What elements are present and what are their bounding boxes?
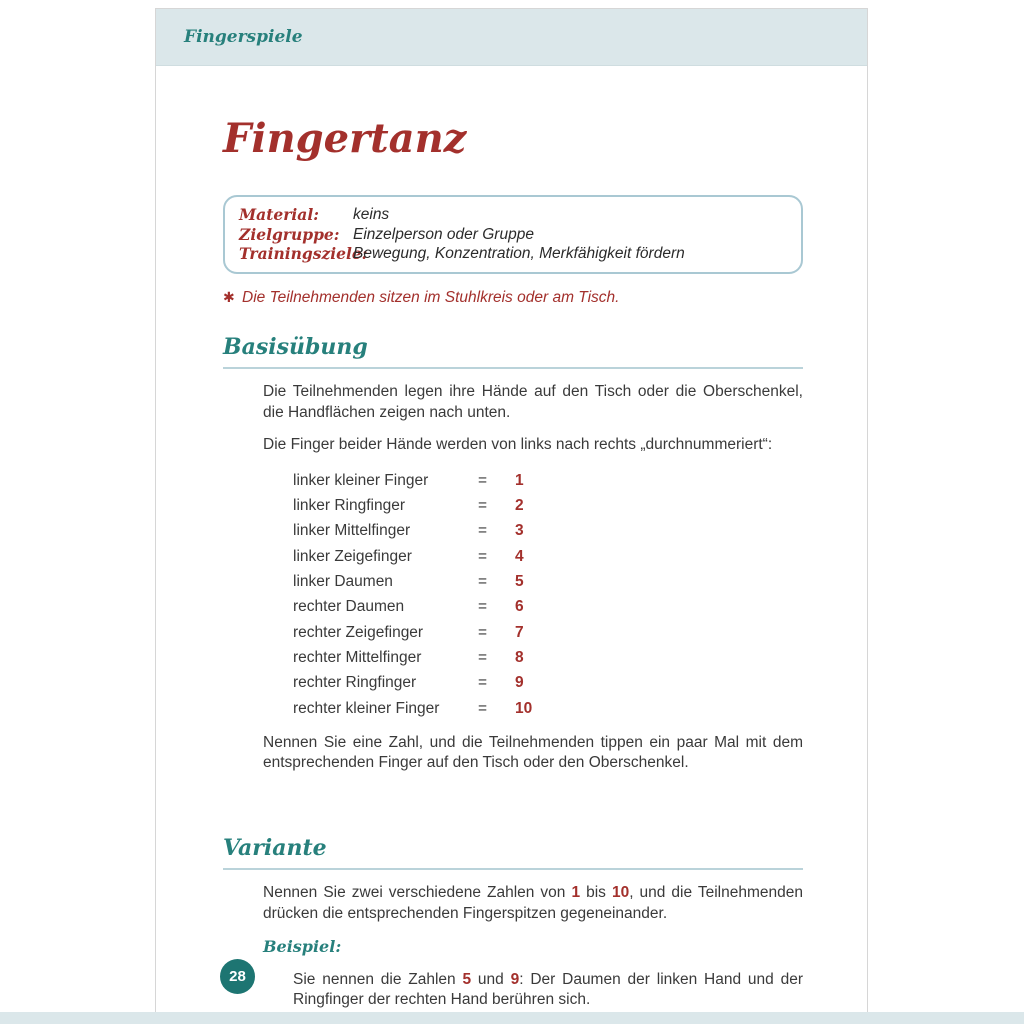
finger-name: linker Mittelfinger	[293, 522, 411, 540]
page-number: 28	[229, 968, 246, 985]
finger-row	[293, 569, 803, 594]
equals-sign: =	[478, 573, 488, 591]
info-label: Trainingsziele:	[239, 244, 368, 264]
finger-name: linker Zeigefinger	[293, 547, 412, 565]
text-run: und	[471, 970, 511, 988]
finger-name: linker Daumen	[293, 573, 393, 591]
variante-body	[263, 883, 803, 1011]
finger-row	[293, 696, 803, 721]
equals-sign: =	[478, 471, 488, 489]
finger-number: 9	[515, 674, 524, 692]
finger-row	[293, 645, 803, 670]
finger-name: rechter Zeigefinger	[293, 623, 424, 641]
spacer	[223, 786, 803, 808]
finger-name: rechter Daumen	[293, 598, 405, 616]
number-highlight: 1	[571, 884, 581, 902]
note-text: Die Teilnehmenden sitzen im Stuhlkreis oder am Tisch.	[242, 289, 620, 307]
finger-row	[293, 544, 803, 569]
number-highlight: 5	[462, 970, 472, 988]
beispiel-label: Beispiel:	[263, 937, 342, 957]
equals-sign: =	[478, 699, 488, 717]
footer-band	[0, 1012, 1024, 1024]
finger-number: 8	[515, 648, 524, 666]
page-content	[156, 116, 867, 1011]
finger-name: linker Ringfinger	[293, 497, 405, 515]
finger-row	[293, 620, 803, 645]
number-highlight: 10	[611, 884, 630, 902]
info-label: Material:	[239, 205, 319, 224]
equals-sign: =	[478, 648, 488, 666]
finger-number: 7	[515, 623, 524, 641]
info-box	[223, 195, 803, 274]
text-run: bis	[580, 884, 612, 902]
info-row-zielgruppe	[239, 225, 787, 245]
page-number-badge	[220, 959, 255, 994]
number-highlight: 9	[510, 970, 520, 988]
section-heading-basisuebung: Basisübung	[223, 334, 803, 369]
equals-sign: =	[478, 547, 488, 565]
equals-sign: =	[478, 497, 488, 515]
text-run: , und die Teilnehmenden drücken die entsprechenden Fingerspitzen gegeneinander.	[263, 884, 803, 922]
finger-number: 10	[515, 699, 533, 717]
chapter-title: Fingerspiele	[184, 27, 303, 47]
finger-number: 5	[515, 573, 524, 591]
info-row-trainingsziele	[239, 244, 787, 264]
finger-number-list	[293, 468, 803, 721]
example-block	[293, 970, 803, 1011]
finger-name: rechter Mittelfinger	[293, 648, 422, 666]
info-value: keins	[353, 206, 390, 223]
text-run: Nennen Sie zwei verschiedene Zahlen von	[263, 884, 572, 902]
finger-number: 3	[515, 522, 524, 540]
finger-number: 4	[515, 547, 524, 565]
finger-number: 6	[515, 598, 524, 616]
info-label: Zielgruppe:	[239, 224, 340, 244]
finger-row	[293, 518, 803, 543]
finger-row	[293, 468, 803, 493]
finger-name: rechter kleiner Finger	[293, 699, 440, 717]
paragraph: Die Finger beider Hände werden von links nach rechts „durchnummeriert“:	[263, 436, 773, 454]
equals-sign: =	[478, 623, 488, 641]
finger-name: rechter Ringfinger	[293, 674, 417, 692]
equals-sign: =	[478, 598, 488, 616]
page-title: Fingertanz	[223, 115, 467, 162]
paragraph: Nennen Sie eine Zahl, und die Teilnehmenden tippen ein paar Mal mit dem entsprechenden Finger auf den Tisch oder den Oberschenkel.	[263, 733, 803, 772]
basisuebung-body	[263, 382, 803, 774]
finger-number: 1	[515, 471, 524, 489]
paragraph: Die Teilnehmenden legen ihre Hände auf den Tisch oder die Oberschenkel, die Handflächen zeigen nach unten.	[263, 383, 803, 421]
equals-sign: =	[478, 522, 488, 540]
finger-row	[293, 493, 803, 518]
setup-note	[223, 289, 803, 307]
info-value: Bewegung, Konzentration, Merkfähigkeit fördern	[353, 245, 685, 263]
text-run: : Der Daumen der linken Hand und der Ringfinger der rechten Hand berühren sich.	[293, 970, 804, 1009]
finger-name: linker kleiner Finger	[293, 471, 429, 489]
finger-number: 2	[515, 497, 524, 515]
info-value: Einzelperson oder Gruppe	[353, 225, 534, 243]
chapter-header-band	[156, 9, 867, 66]
finger-row	[293, 670, 803, 695]
finger-row	[293, 594, 803, 619]
paragraph	[263, 883, 803, 924]
asterisk-icon: ✱	[223, 289, 235, 306]
section-heading-variante: Variante	[223, 835, 803, 870]
paragraph	[293, 970, 803, 1011]
page	[155, 8, 868, 1012]
text-run: Sie nennen die Zahlen	[293, 970, 463, 988]
equals-sign: =	[478, 674, 488, 692]
info-row-material	[239, 205, 787, 225]
